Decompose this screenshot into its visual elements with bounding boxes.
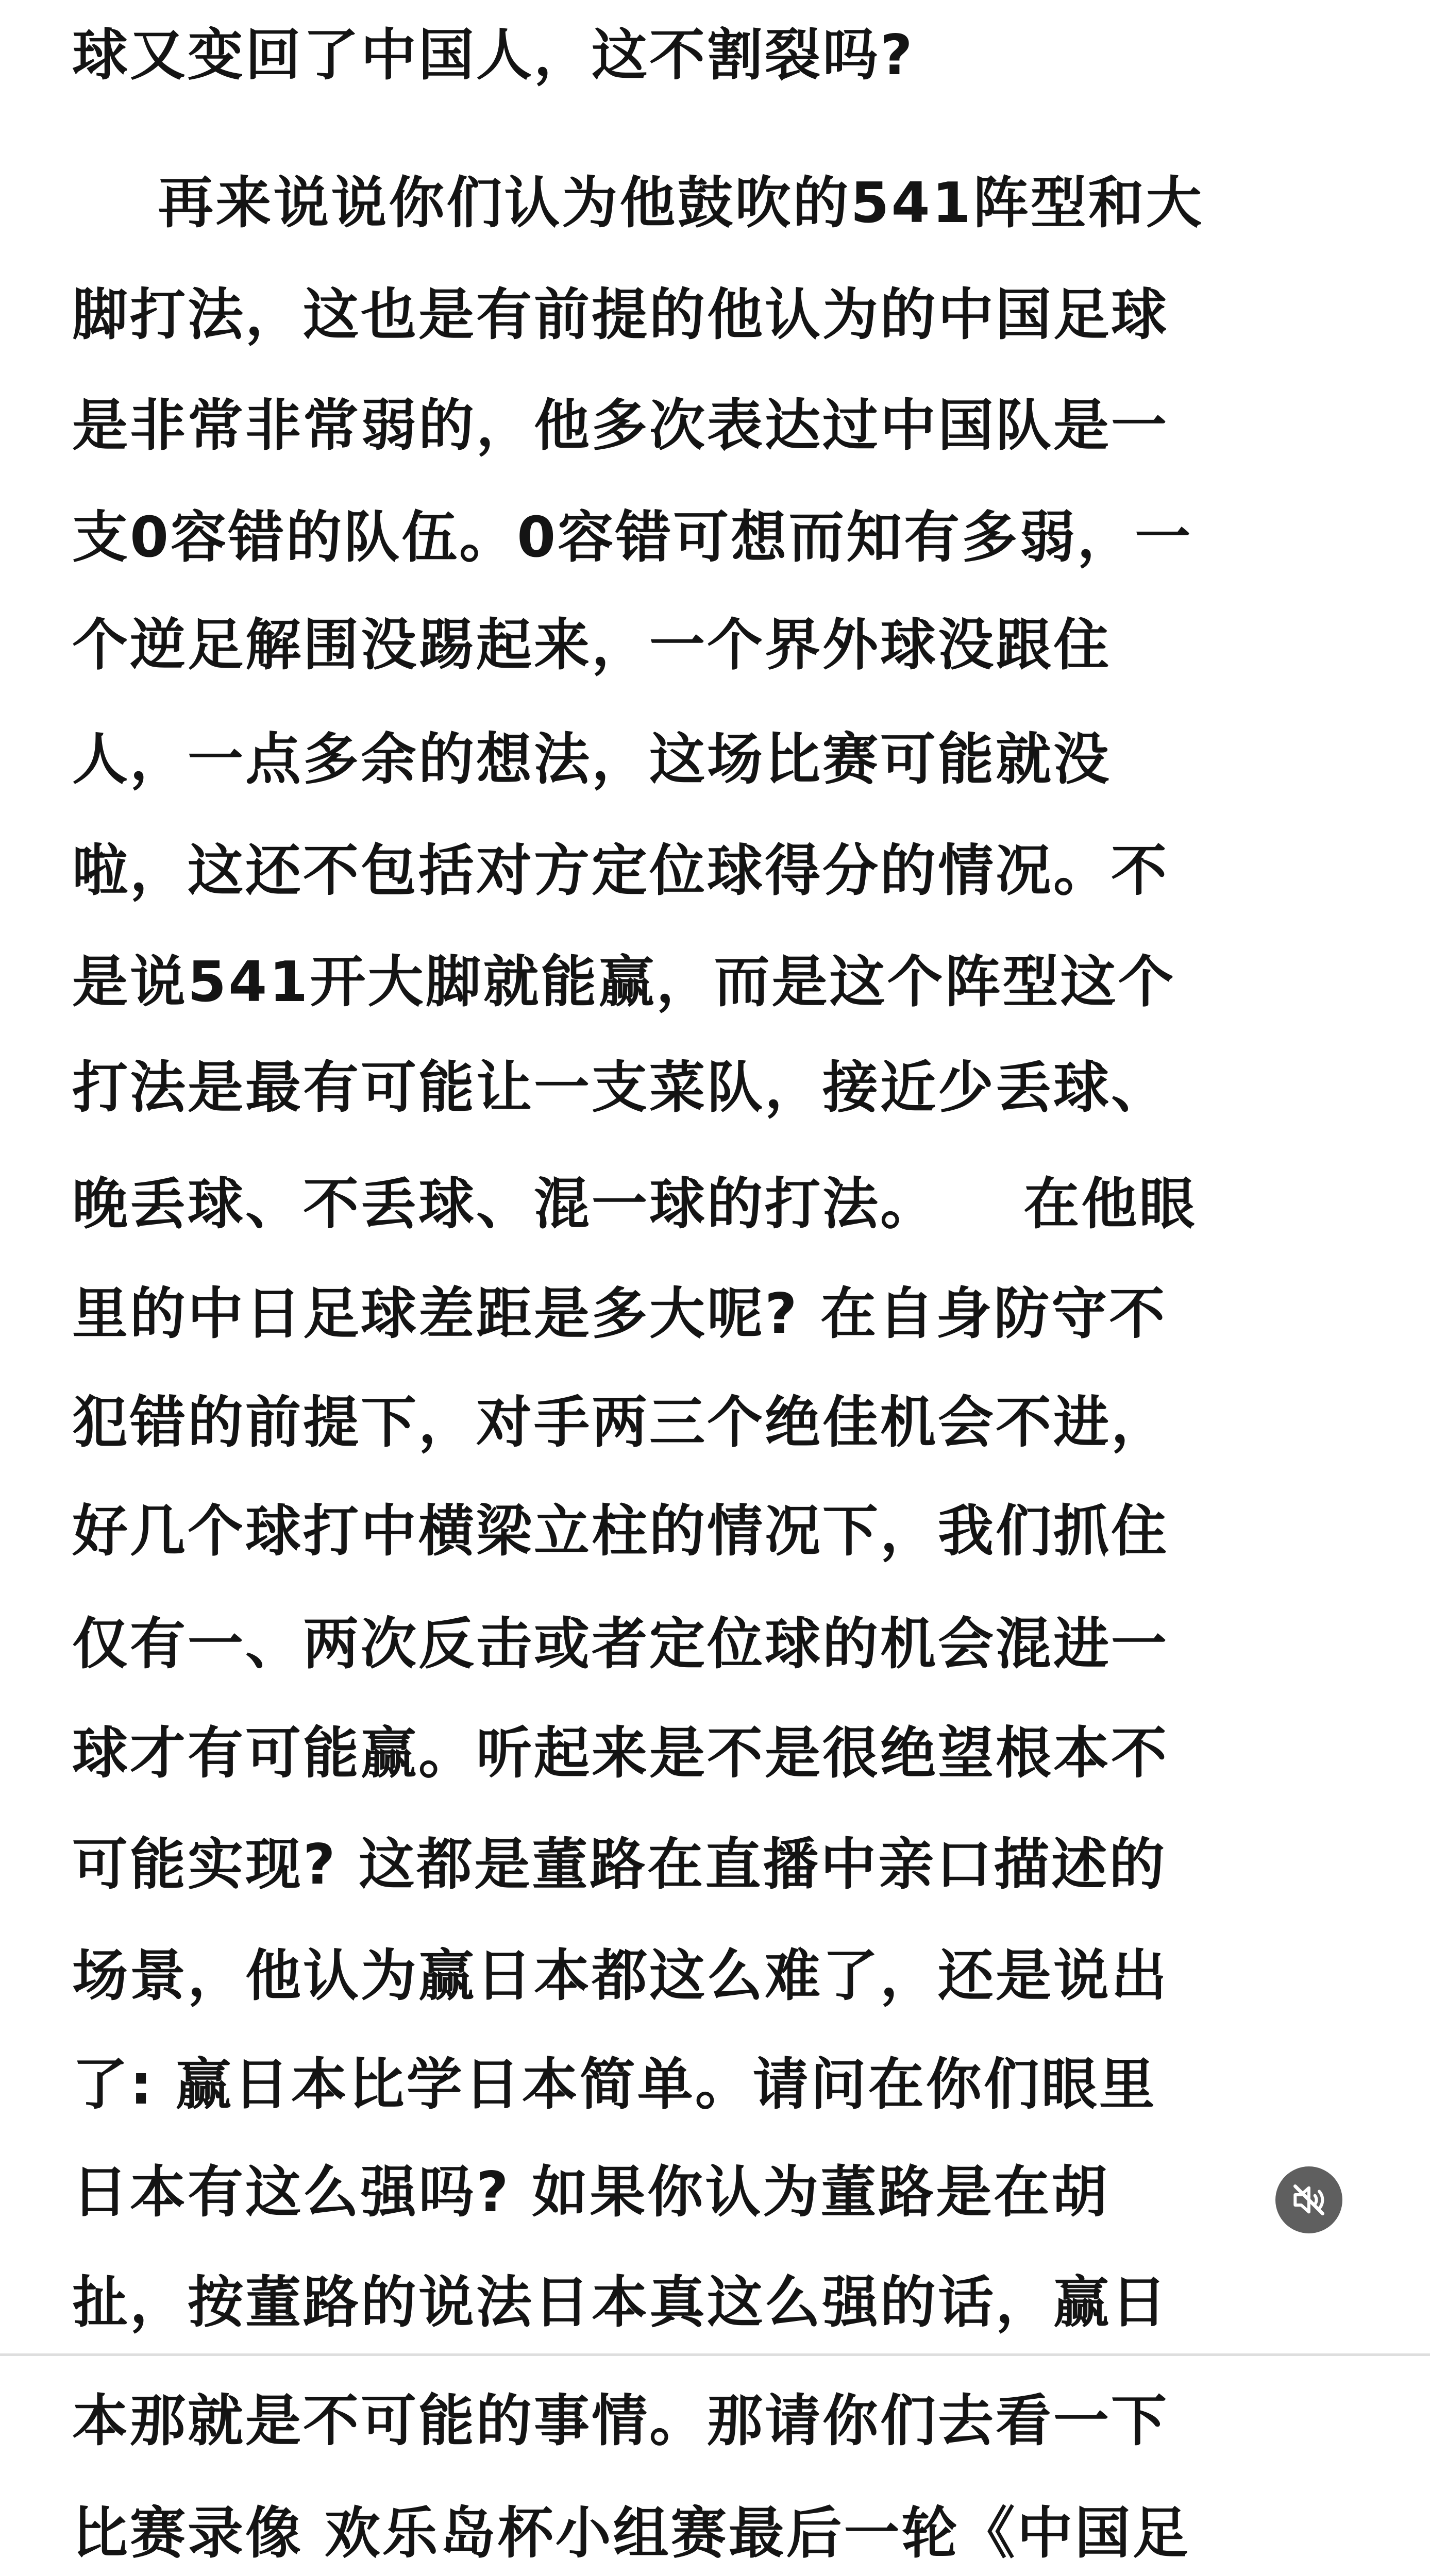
- text-line-1: 球又变回了中国人，这不割裂吗?: [72, 23, 915, 88]
- text-line-13: 犯错的前提下，对手两三个绝佳机会不进，: [72, 1391, 1169, 1455]
- text-line-9: 是说541开大脚就能赢，而是这个阵型这个: [72, 950, 1176, 1014]
- text-line-6: 个逆足解围没踢起来，一个界外球没跟住: [72, 613, 1112, 677]
- text-line-2: 再来说说你们认为他鼓吹的541阵型和大: [72, 171, 1204, 235]
- text-line-10: 打法是最有可能让一支菜队，接近少丢球、: [72, 1056, 1169, 1120]
- text-line-19: 了: 赢日本比学日本简单。请问在你们眼里: [72, 2053, 1157, 2117]
- text-line-8: 啦，这还不包括对方定位球得分的情况。不: [72, 839, 1169, 903]
- text-line-18: 场景，他认为赢日本都这么难了，还是说出: [72, 1944, 1169, 2008]
- text-line-12: 里的中日足球差距是多大呢? 在自身防守不: [72, 1282, 1167, 1346]
- text-line-23: 比赛录像 欢乐岛杯小组赛最后一轮《中国足: [72, 2501, 1190, 2566]
- text-line-15: 仅有一、两次反击或者定位球的机会混进一: [72, 1612, 1169, 1676]
- text-line-4: 是非常非常弱的，他多次表达过中国队是一: [72, 394, 1169, 458]
- text-line-22: 本那就是不可能的事情。那请你们去看一下: [72, 2389, 1169, 2453]
- text-line-11: 晚丢球、不丢球、混一球的打法。 在他眼: [72, 1172, 1197, 1236]
- text-line-3: 脚打法，这也是有前提的他认为的中国足球: [72, 283, 1169, 347]
- mute-toggle-button[interactable]: [1275, 2166, 1342, 2233]
- text-line-7: 人，一点多余的想法，这场比赛可能就没: [72, 727, 1112, 792]
- text-line-20: 日本有这么强吗? 如果你认为董路是在胡: [72, 2160, 1109, 2225]
- text-line-5: 支0容错的队伍。0容错可想而知有多弱，一: [72, 505, 1193, 570]
- text-line-16: 球才有可能赢。听起来是不是很绝望根本不: [72, 1721, 1169, 1786]
- screenshot-seam-divider: [0, 2353, 1430, 2356]
- text-line-14: 好几个球打中横梁立柱的情况下，我们抓住: [72, 1499, 1169, 1564]
- text-line-21: 扯，按董路的说法日本真这么强的话，赢日: [72, 2270, 1169, 2335]
- text-line-17: 可能实现? 这都是董路在直播中亲口描述的: [72, 1833, 1167, 1897]
- speaker-muted-icon: [1288, 2179, 1330, 2221]
